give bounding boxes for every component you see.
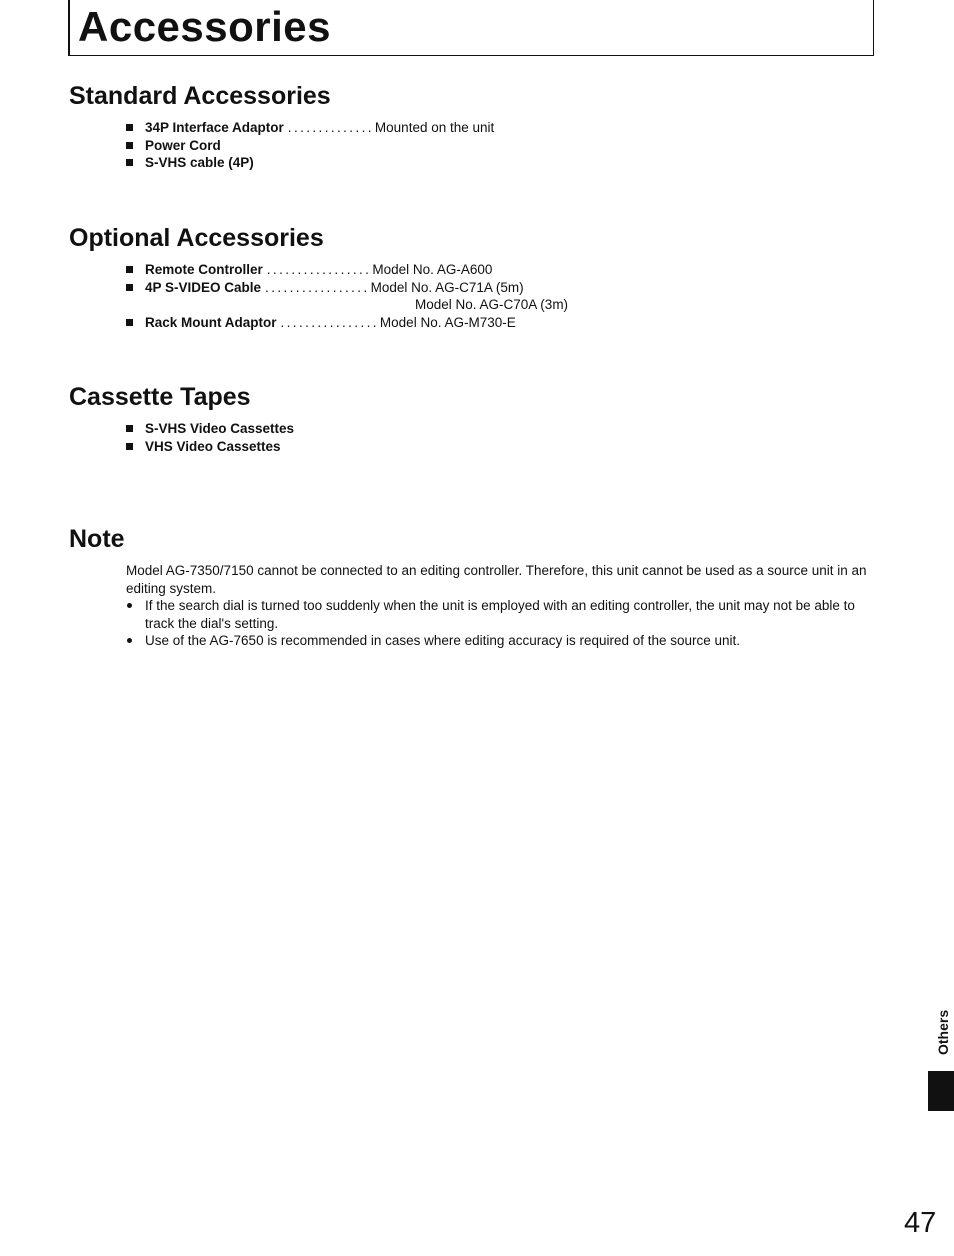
square-bullet-icon (126, 443, 133, 450)
optional-accessories-list (126, 261, 568, 331)
note-bullet-item (126, 597, 878, 632)
page-number: 47 (904, 1207, 937, 1239)
note-bullet-text: If the search dial is turned too suddenly when the unit is employed with an editing controller, the unit may not be able to track the dial's setting. (145, 598, 855, 631)
note-body (126, 562, 878, 650)
note-heading: Note (69, 525, 125, 553)
item-name: 34P Interface Adaptor (145, 120, 284, 135)
item-value: Model No. AG-C71A (5m) (370, 279, 524, 295)
square-bullet-icon (126, 319, 133, 326)
side-tab-marker (928, 1071, 954, 1111)
square-bullet-icon (126, 142, 133, 149)
dot-leader: ................. (265, 279, 370, 295)
bullet-dot-icon (127, 638, 132, 643)
item-value: Model No. AG-M730-E (379, 314, 516, 330)
square-bullet-icon (126, 124, 133, 131)
item-name: S-VHS Video Cassettes (145, 421, 295, 436)
list-item (126, 279, 568, 297)
standard-accessories-heading: Standard Accessories (69, 82, 331, 110)
square-bullet-icon (126, 425, 133, 432)
dot-leader: .............. (287, 120, 374, 135)
list-item (126, 137, 494, 155)
cassette-tapes-list (126, 420, 294, 455)
square-bullet-icon (126, 266, 133, 273)
list-item (126, 438, 294, 456)
item-name: VHS Video Cassettes (145, 438, 281, 454)
list-item (126, 119, 494, 137)
item-name: S-VHS cable (4P) (145, 155, 254, 170)
dot-leader: ................ (280, 314, 379, 330)
square-bullet-icon (126, 159, 133, 166)
side-tab-label: Others (935, 1009, 951, 1055)
item-name: Remote Controller (145, 262, 263, 277)
note-paragraph: Model AG-7350/7150 cannot be connected to an editing controller. Therefore, this unit cannot be used as a source unit in an editing system. (126, 563, 867, 596)
item-value: Model No. AG-A600 (372, 262, 493, 277)
dot-leader: ................. (266, 262, 372, 277)
list-item (126, 420, 294, 438)
note-bullet-text: Use of the AG-7650 is recommended in cases where editing accuracy is required of the source unit. (145, 633, 741, 648)
item-value: Model No. AG-C70A (3m) (415, 297, 569, 312)
page-title: Accessories (78, 3, 332, 50)
list-item (126, 314, 568, 332)
note-bullet-item (126, 632, 878, 650)
list-item (126, 154, 494, 172)
item-name: Power Cord (145, 137, 221, 153)
standard-accessories-list (126, 119, 494, 172)
item-value: Mounted on the unit (374, 120, 495, 135)
bullet-dot-icon (127, 603, 132, 608)
cassette-tapes-heading: Cassette Tapes (69, 383, 251, 411)
list-item-continuation (126, 296, 568, 314)
item-name: Rack Mount Adaptor (145, 314, 277, 330)
title-box (68, 0, 874, 56)
list-item (126, 261, 568, 279)
optional-accessories-heading: Optional Accessories (69, 224, 324, 252)
item-name: 4P S-VIDEO Cable (145, 279, 262, 295)
square-bullet-icon (126, 284, 133, 291)
note-bullet-list (126, 597, 878, 650)
